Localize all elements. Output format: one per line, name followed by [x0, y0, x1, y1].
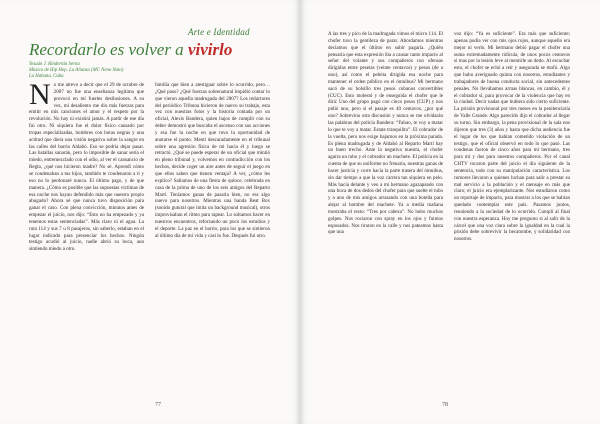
column-2-text: familia que bien a atestiguar sobre lo ocurrido, pero… ¿Qué paso? ¿Qué fuerzas sobrenatural impidió contar lo que vieron aquella madrugada del 2007? Los redactores del periódico Tribuna hicieron de nuevo su trabajo, esta vez con nuestras fotos y la historia contada por un oficial, Alexis Bandera, quien bajos de cumplir con su deber demostró que buscaba el ascenso con sus acciones y esa fue la noche en que tuvo la oportunidad de anotarse el punto. Mentí descaradamente en el tribunal sobre una agresión física de mi hacia él y luego se retractó. ¿Qué se puede esperar de un oficial que mintió en pleno tribunal y, volvemos en contradicción con los hechos, decide coger un aire antes de seguir el juego en que ellos saben que tienen ventaja? A ver, ¿cómo les explico? Saliamos de una fiesta de quince, celebrada en casa de la prima de uno de los seis amigos del Reparto Martí. Teníamos ganas de pasarla bien, no era algo nuevo para nosotros. Mientras una banda Beat Box (sonido gutural que imita un background musical), otros improvisaban el ritmo para rapear. Lo soltamos hacer en nuestros encuentros, reforzando un poco los estudios y el deporte. La paz en el barrio, para los que se sintieron al último día de mi vida y casi lo fue. Después fui otro.	[155, 82, 270, 239]
page-number-right: 78	[442, 402, 448, 408]
byline	[29, 62, 123, 79]
drop-cap: N	[29, 82, 51, 111]
text-column-2	[155, 82, 270, 389]
section-label: Arte e Identidad	[188, 27, 250, 37]
column-1-paragraph	[29, 82, 144, 253]
byline-affiliation: Músico de Hip Hop. La Alianza (MC Neno Nato)	[29, 67, 124, 73]
text-column-4	[454, 31, 570, 393]
byline-author: Yesuán J. Rindertán Serna	[29, 62, 80, 67]
column-1-text: o me atrevo a decir que el 29 de octubre de 2007 no fue una enseñanza legítima que provocó en mí fuertes desilusiones. A su vez, mi desaliento me dio más fuerzas para emitir en mis canciones el amor y el respeto por la revolución. No hay ni existirá jamás. A partir de ese día fui otro. Ni siquiera fue el dolor físico causado por tropas especializadas, hombres con botas negras y una actitud que diera una visión negativa sobre la sangre en las calles del barrio Aldabó. Eso se podría dejar pasar. Las batallas sanarán, pero lo imposible de sanar sería el miedo, entremezclado con el odio, al ver el cansancio de Regla, ¿qué nos hicieron madre? No sé. Aprendí cómo se condenaban a tus hijos, también te condenaron a ti y eso no lo perdonaré nunca. El último pago, y de que manera. ¿Cómo es posible que las supuestas víctimas de esa noche nos hayan defendido más que nuestro propio abogado? Ahora sé que nunca tuvo disposición para ganar el caso. Con plena convicción, minutos antes de empezar el juicio, nos dijo: “Esto no ha empezado y ya tenemos estas sentenciadas”. Más claro ni el agua. La ruta 114 y sus 7 u 8 pasajeros, sin saberlo, estaban en el lugar indicado para presenciar los hechos. Ningún testigo acudió al juicio, nadie abrió su boca, aun sintiendo miedo a otro.	[29, 82, 144, 253]
column-4-text: voz dijo: “Ya es suficiente”. Era más que suficiente; apenas podía ver con mis ojos rojos, aunque aquello era mejor ni verlo. Mi hermano debió pagar el chofer una suma extremadamente ridícula, de unos pocos centavos si mas por la lesión leve al mentirle un dedo. Al escuchar esto, el chofer se echó a reír y asegurada se mofó. Algo que hubo averiguado quinta con nosotros, estudiantes y trabajadores de buena conducta social, sin antecedentes penales. No llevábamos armas blancas, en cambio, él y el cobrador sí, para provocar de la violencia que hay en la ciudad. Decir nadas que hubiera sido cierto suficiente. La prisión provisional por tres meses en la penitenciaría de Valle Grande. Algo parecido dijo el cobrador al llegar su turno. Sin embargo, la pena provisional de la sala nos dijeron que tres (3) años y hasta que dicha audiencia fue el lugar de los que habían cometido violación de un testigo, que el oficial observó en todo lo que pasó. Las condenas fueron de cinco años para mi hermano, tres para mí y dos para nuestros compañeros. Por el canal CHTV tocaron parte del juicio el día siguiente de la sentencia, todo con su manipulación característica. Los rumores llevaron a quienes luchan para salir a prestar su mal servicio a la población y el mensaje en más que claro; el juicio era ejemplarizante. Nos estudiaron como un reportaje de impacto, para mostrar a los que se habían quedado contemplar este país. Pasamos juntos, reuniendo a la sociedad de lo ocurrido. Cumplí al final con nuestra esperanza. Hoy me pregunto si al salir de la cárcel que una voz clara sobre la igualdad en la cual la prisión debe sobrevivir la hecatombe, y solidaridad con nosotros.	[454, 31, 570, 243]
page-number-left: 77	[155, 402, 161, 408]
byline-location: La Habana, Cuba	[29, 73, 64, 79]
article-title	[29, 40, 232, 60]
right-page	[300, 0, 600, 424]
article-title-main: Recordarlo es volver a	[29, 40, 188, 59]
column-3-text: A las tres y pico de la madrugada vimos el micro 114. El chofer tuvo la gentileza de parar. Abordamos mientras decíamos que el último en subir pagaría. ¿Quién pensaría que esta expresión iba a causar tanto impacto al señor del volante y sus compañeros con ofensas dirigidas entre pesetas (veinte centavos) y pesos (de a uno), así como el peleita dirigida esa noche para mantener el orden público en el ómnibus? Mi hermano sacó de su bolsillo tres pesos cubanos convertibles (CUC). Esto molestó y de enseguida el chofer que le dirá: Uno del grupo pagó con cinco pesos (CUP) y nos pidió uno, pero si el pasaje es 40 centavos, ¿por qué uno? Sobrevino otra discusión y nunca se me olvidarán las palabras del policía Bandera: “Fabao, te voy a matar lo que te voy a matar. Estate tranquilito”. El cobrador de la vuelta, pero nos exige bajarnos en la próxima parada. Es plena madrugada y de Aldabó al Reparto Martí hay un buen trecho. Ante la negativa nuestra, el chofer agarra un tubo y el cobrador un machete. El policía en la cuenta de que su uniforme no frenaría, nuestras ganas de hacer justicia y corre hacia la parte trasera del ómnibus, sin dar tiempo a que la voz carrera tan siquiera en pelo. Más hacia delante y veo a mi hermano agazapando con una boca de dos dedos del chofer para que suelte el tubo y a uno de mis amigos arrasando con una botella para alejar al hombre del machete. Ya a media mañana mostraba el resto: “Tres por cabeza”. No hubo muchos golpes. Nos rociaron con spray en los ojos y fuimos esposados. Nos tiraron en la calle y nos pateamos hasta que una	[328, 31, 443, 236]
article-title-accent: vivirlo	[187, 40, 233, 59]
text-column-1	[29, 82, 144, 389]
text-column-3	[328, 31, 443, 393]
